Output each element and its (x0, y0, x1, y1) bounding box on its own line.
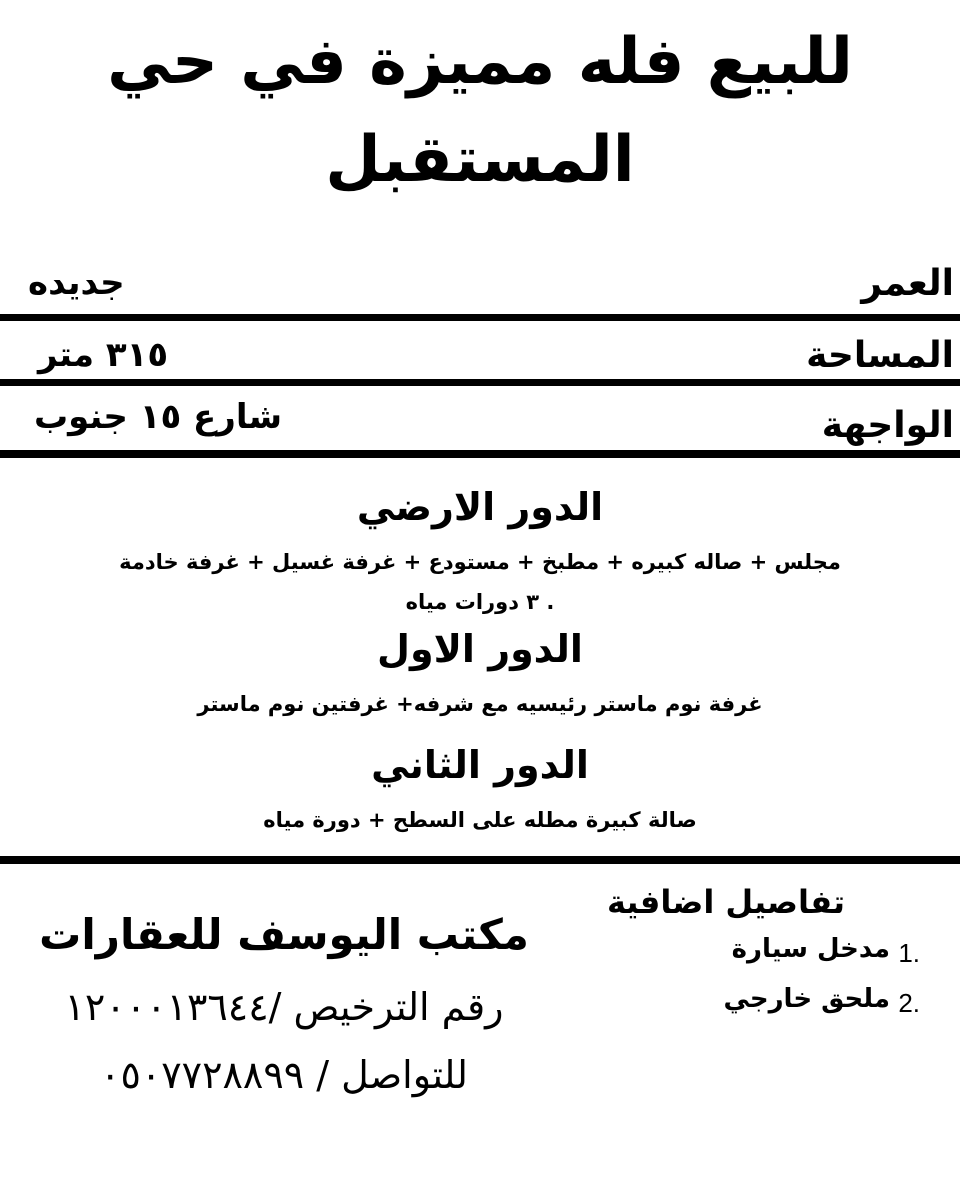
spec-value-age: جديده (28, 263, 125, 303)
office-license: رقم الترخيص /١٢٠٠٠١٣٦٤٤ (64, 985, 504, 1029)
divider-line (0, 450, 960, 458)
floor-desc-first: غرفة نوم ماستر رئيسيه مع شرفه+ غرفتين نوم ماستر (197, 692, 763, 716)
office-contact: للتواصل / ٠٥٠٧٧٢٨٨٩٩ (100, 1053, 468, 1097)
spec-label-facade: الواجهة (821, 405, 954, 446)
floor-title-ground: الدور الارضي (356, 485, 604, 529)
spec-label-area: المساحة (806, 335, 954, 376)
headline-line-2: المستقبل (325, 123, 635, 197)
floor-title-first: الدور الاول (377, 627, 583, 671)
floor-desc-ground-line-1: مجلس + صاله كبيره + مطبخ + مستودع + غرفة غسيل + غرفة خادمة (119, 550, 841, 574)
floor-desc-ground-line-2: . ٣ دورات مياه (405, 590, 555, 614)
extras-item-number: 2. (898, 988, 920, 1018)
divider-line (0, 856, 960, 864)
floor-desc-second: صالة كبيرة مطله على السطح + دورة مياه (263, 808, 697, 832)
headline-line-1: للبيع فله مميزة في حي (107, 25, 853, 99)
spec-value-facade: شارع ١٥ جنوب (34, 397, 283, 437)
spec-label-age: العمر (861, 263, 954, 304)
extras-title: تفاصيل اضافية (606, 883, 846, 921)
extras-item-number: 1. (898, 938, 920, 968)
extras-item-text: مدخل سيارة (731, 934, 890, 964)
extras-item-text: ملحق خارجي (723, 984, 890, 1014)
floor-title-second: الدور الثاني (371, 743, 589, 787)
office-name: مكتب اليوسف للعقارات (39, 910, 529, 959)
divider-line (0, 314, 960, 321)
spec-value-area: ٣١٥ متر (38, 335, 169, 375)
divider-line (0, 379, 960, 386)
